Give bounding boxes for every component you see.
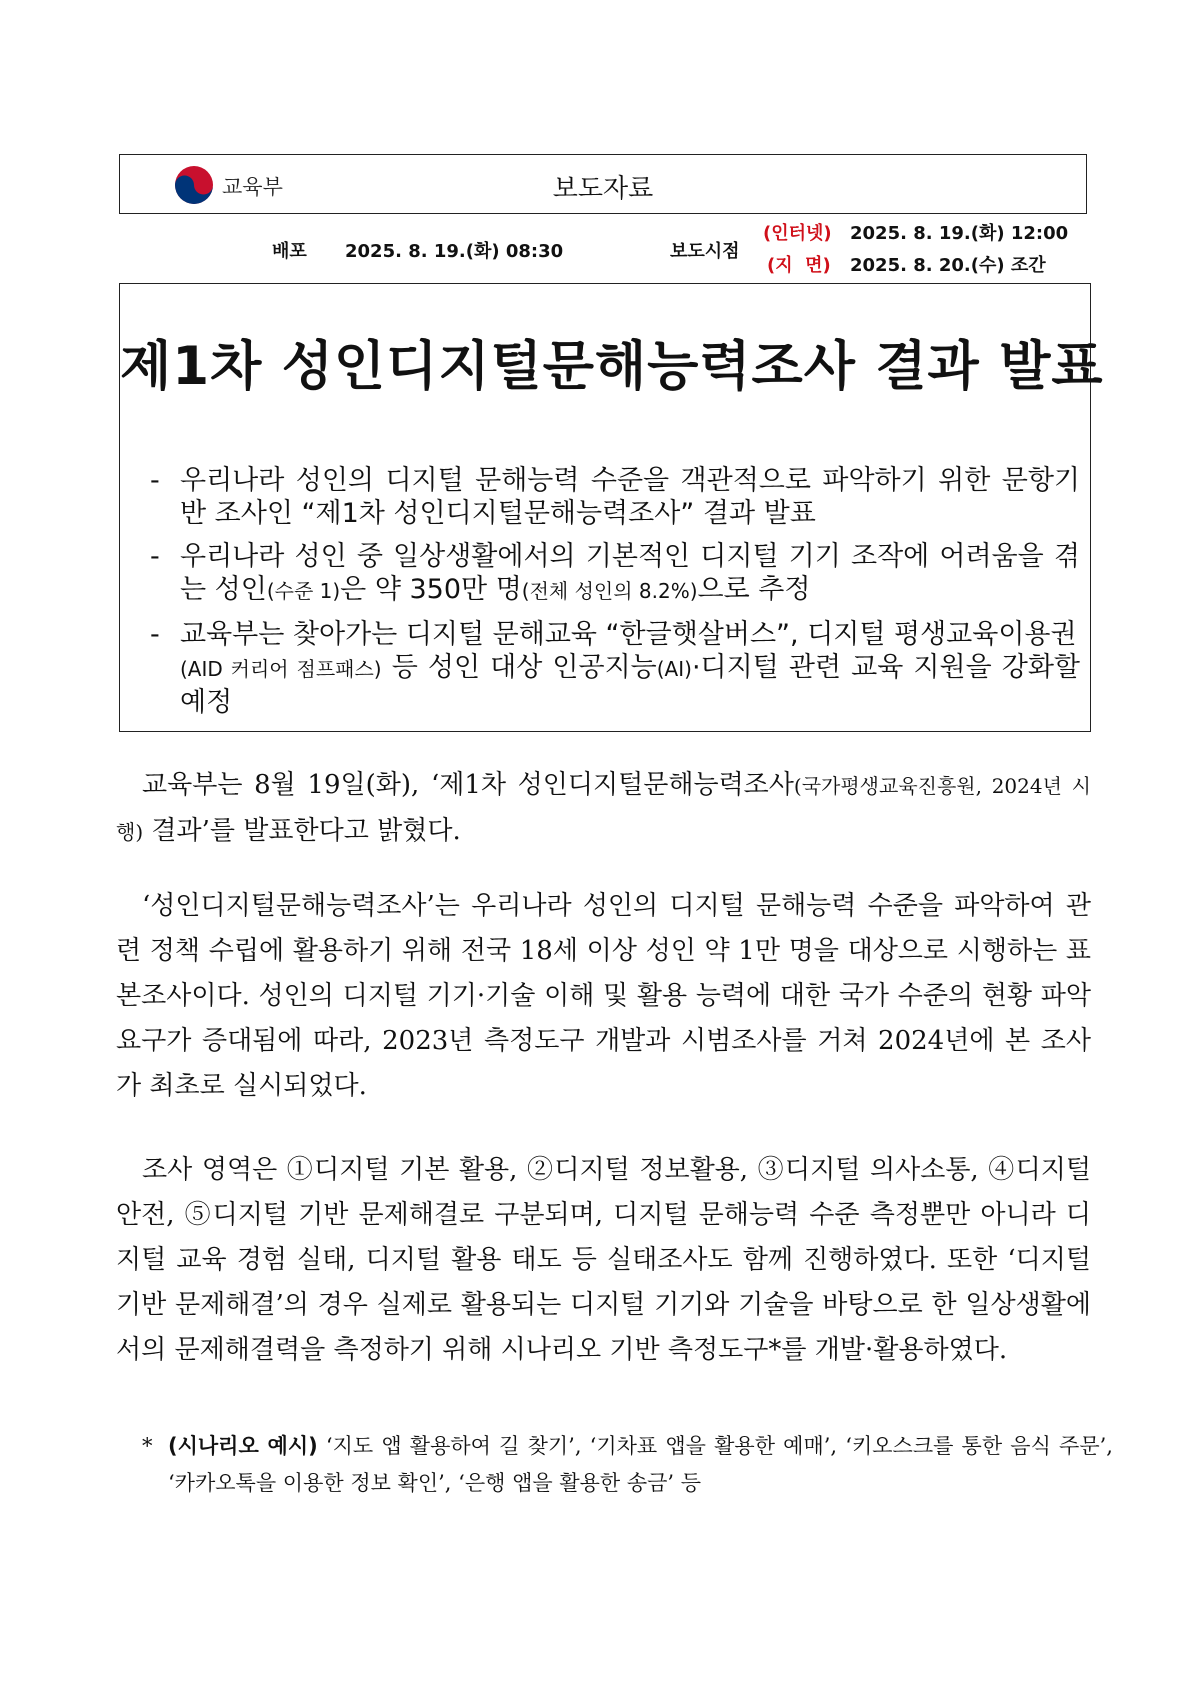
print-tag: (지 면) <box>767 255 831 276</box>
press-release-header <box>119 154 1087 214</box>
internet-date: 2025. 8. 19.(화) 12:00 <box>850 223 1069 244</box>
distribute-label: 배포 <box>272 241 307 262</box>
embargo-label: 보도시점 <box>670 241 740 262</box>
page-title: 제1차 성인디지털문해능력조사 결과 발표 <box>120 336 1104 397</box>
internet-tag: (인터넷) <box>763 223 832 244</box>
distribute-date: 2025. 8. 19.(화) 08:30 <box>345 241 564 262</box>
paragraph-survey-areas: 조사 영역은 ①디지털 기본 활용, ②디지털 정보활용, ③디지털 의사소통, ④디지털 안전, ⑤디지털 기반 문제해결로 구분되며, 디지털 문해능력 수준 측정뿐만 아니라 디지털 교육 경험 실태, 디지털 활용 태도 등 실태조사도 함께 진행하였다. 또한 ‘디지털 기반 문제해결’의 경우 실제로 활용되는 디지털 기기와 기술을 바탕으로 한 일상생활에서의 문제해결력을 측정하기 위해 시나리오 기반 측정도구*를 개발·활용하였다. <box>116 1155 1091 1365</box>
ministry-name: 교육부 <box>222 175 283 199</box>
scenario-footnote: * (시나리오 예시) ‘지도 앱 활용하여 길 찾기’, ‘기차표 앱을 활용한 예매’, ‘키오스크를 통한 음식 주문’, ‘카카오톡을 이용한 정보 확인’, ‘은행 앱을 활용한 송금’ 등 <box>142 1434 1113 1495</box>
summary-list <box>150 464 1080 729</box>
title-box <box>119 283 1104 732</box>
paragraph-intro: 교육부는 8월 19일(화), ‘제1차 성인디지털문해능력조사(국가평생교육진흥원, 2024년 시행) 결과’를 발표한다고 밝혔다. <box>116 770 1091 846</box>
summary-item: - 교육부는 찾아가는 디지털 문해교육 “한글햇살버스”, 디지털 평생교육이용권 (AID 커리어 점프패스) 등 성인 대상 인공지능(AI)·디지털 관련 교육 지원을 강화할 예정 <box>150 619 1080 718</box>
doc-type: 보도자료 <box>552 174 654 204</box>
print-date: 2025. 8. 20.(수) 조간 <box>850 255 1046 276</box>
summary-item: - 우리나라 성인 중 일상생활에서의 기본적인 디지털 기기 조작에 어려움을 겪는 성인(수준 1)은 약 350만 명(전체 성인의 8.2%)으로 추정 <box>150 541 1080 605</box>
summary-item: - 우리나라 성인의 디지털 문해능력 수준을 객관적으로 파악하기 위한 문항기반 조사인 “제1차 성인디지털문해능력조사” 결과 발표 <box>150 465 1080 529</box>
paragraph-survey-overview: ‘성인디지털문해능력조사’는 우리나라 성인의 디지털 문해능력 수준을 파악하여 관련 정책 수립에 활용하기 위해 전국 18세 이상 성인 약 1만 명을 대상으로 시행하는 표본조사이다. 성인의 디지털 기기·기술 이해 및 활용 능력에 대한 국가 수준의 현황 파악 요구가 증대됨에 따라, 2023년 측정도구 개발과 시범조사를 거쳐 2024년에 본 조사가 최초로 실시되었다. <box>116 891 1091 1101</box>
